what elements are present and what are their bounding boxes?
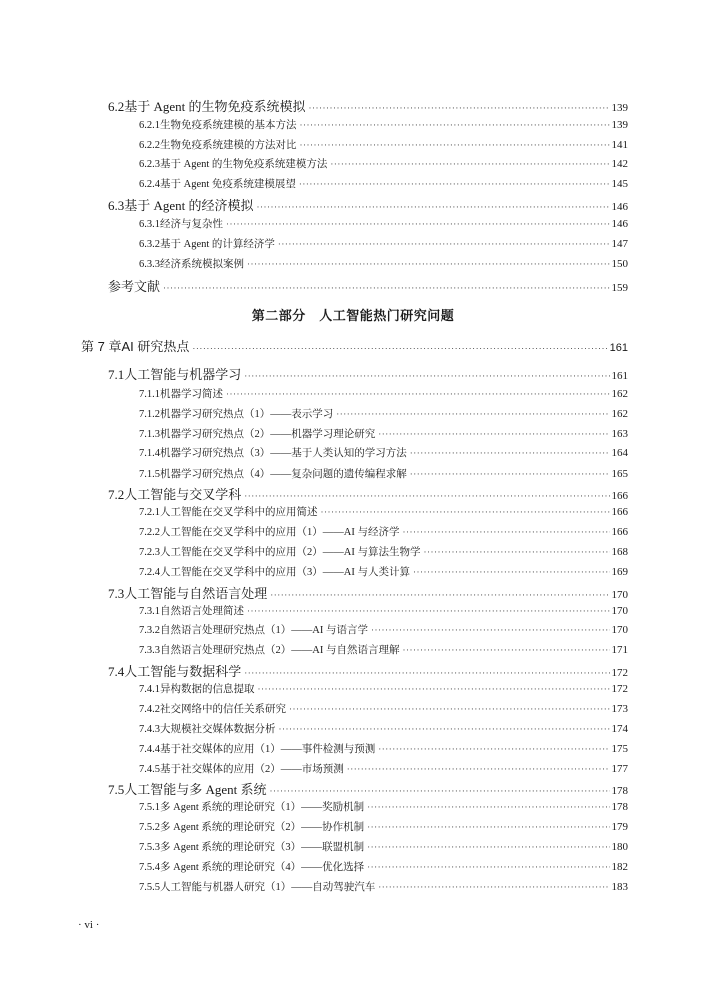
dot-leader (367, 862, 609, 872)
toc-entry-page: 183 (611, 881, 628, 893)
toc-entry-page: 182 (611, 861, 628, 873)
toc-entry-title: 机器学习研究热点（3）——基于人类认知的学习方法 (160, 448, 407, 459)
toc-entry-number: 7.3.1 (139, 606, 160, 617)
toc-entry-page: 147 (611, 238, 628, 250)
toc-entry-sub[interactable] (139, 622, 628, 637)
toc-entry-sub[interactable] (139, 524, 628, 539)
toc-entry-number: 7.2.4 (139, 567, 160, 578)
dot-leader (336, 409, 609, 419)
toc-entry-page: 165 (611, 468, 628, 480)
toc-entry-number: 6.3.1 (139, 219, 160, 230)
toc-entry-sub[interactable] (139, 504, 628, 519)
toc-entry-sub[interactable] (139, 761, 628, 776)
dot-leader (300, 120, 610, 130)
toc-entry-page: 169 (611, 566, 628, 578)
toc-entry-number: 6.3.2 (139, 239, 160, 250)
page-folio: · vi · (78, 919, 100, 931)
dot-leader (378, 744, 609, 754)
toc-entry-title: 多 Agent 系统的理论研究（2）——协作机制 (160, 822, 365, 833)
dot-leader (226, 389, 610, 399)
toc-entry-sub[interactable] (139, 879, 628, 894)
toc-entry-page: 170 (611, 624, 628, 636)
toc-entry-page: 180 (611, 841, 628, 853)
toc-entry-sub[interactable] (139, 176, 628, 191)
dot-leader (279, 724, 610, 734)
toc-entry-page: 139 (611, 102, 628, 114)
toc-entry-page: 174 (611, 723, 628, 735)
toc-entry-sub[interactable] (139, 156, 628, 171)
toc-entry-sub[interactable] (139, 445, 628, 460)
dot-leader (247, 606, 610, 616)
toc-entry-sub[interactable] (139, 236, 628, 251)
toc-entry-sub[interactable] (139, 216, 628, 231)
toc-entry-page: 146 (611, 201, 628, 213)
toc-entry-page: 178 (611, 801, 628, 813)
toc-entry-page: 168 (611, 546, 628, 558)
toc-entry-number: 7.4.5 (139, 764, 160, 775)
dot-leader (192, 343, 607, 353)
toc-entry-number: 7.5.4 (139, 862, 160, 873)
toc-entry-page: 170 (611, 589, 628, 601)
toc-entry-page: 150 (611, 258, 628, 270)
toc-entry-number: 7.5.3 (139, 842, 160, 853)
dot-leader (163, 283, 609, 293)
toc-entry-title: 人工智能与数据科学 (124, 664, 242, 679)
toc-entry-title: 参考文献 (108, 279, 161, 294)
toc-entry-number: 7.2.3 (139, 547, 160, 558)
toc-entry-section[interactable] (108, 364, 628, 383)
dot-leader (300, 140, 610, 150)
toc-entry-number: 7.4 (108, 664, 125, 679)
toc-entry-title: 经济与复杂性 (160, 219, 223, 230)
toc-entry-title: 人工智能在交叉学科中的应用简述 (160, 507, 318, 518)
toc-entry-page: 178 (611, 785, 628, 797)
toc-entry-number: 7.5 (108, 782, 125, 797)
dot-leader (247, 259, 610, 269)
dot-leader (378, 429, 609, 439)
toc-entry-title: 人工智能与机器学习 (124, 367, 242, 382)
toc-entry-page: 163 (611, 428, 628, 440)
toc-entry-number: 7.3 (108, 586, 125, 601)
dot-leader (330, 159, 609, 169)
toc-entry-number: 6.3 (108, 198, 125, 213)
toc-entry-title: 机器学习研究热点（4）——复杂问题的遗传编程求解 (160, 469, 407, 480)
toc-entry-page: 177 (611, 763, 628, 775)
toc-entry-page: 172 (611, 683, 628, 695)
dot-leader (226, 219, 610, 229)
toc-entry-title: 基于 Agent 的生物免疫系统模拟 (124, 99, 306, 114)
toc-entry-title: 基于 Agent 免疫系统建模展望 (160, 179, 296, 190)
toc-entry-page: 159 (611, 282, 628, 294)
toc-entry-sub[interactable] (139, 681, 628, 696)
toc-entry-number: 7.1 (108, 367, 125, 382)
toc-entry-number: 7.1.2 (139, 409, 160, 420)
toc-entry-title: 多 Agent 系统的理论研究（1）——奖励机制 (160, 802, 365, 813)
dot-leader (413, 567, 610, 577)
dot-leader (367, 802, 609, 812)
toc-entry-title: 人工智能与多 Agent 系统 (124, 782, 267, 797)
part-heading: 第二部分 人工智能热门研究问题 (251, 309, 455, 324)
toc-entry-page: 139 (611, 119, 628, 131)
toc-entry-title: 基于 Agent 的计算经济学 (160, 239, 275, 250)
toc-entry-section[interactable] (108, 779, 628, 798)
toc-entry-sub[interactable] (139, 426, 628, 441)
toc-entry-number: 7.1.5 (139, 469, 160, 480)
toc-entry-number: 第 7 章 (81, 339, 122, 354)
toc-entry-page: 171 (611, 644, 628, 656)
toc-entry-title: 自然语言处理简述 (160, 606, 244, 617)
toc-entry-number: 7.4.4 (139, 744, 160, 755)
dot-leader (321, 507, 610, 517)
toc-entry-number: 7.1.1 (139, 389, 160, 400)
dot-leader (258, 684, 610, 694)
toc-entry-page: 142 (611, 158, 628, 170)
toc-entry-number: 7.2.2 (139, 527, 160, 538)
toc-entry-sub[interactable] (139, 741, 628, 756)
toc-entry-title: 人工智能在交叉学科中的应用（3）——AI 与人类计算 (160, 567, 410, 578)
dot-leader (309, 103, 610, 113)
toc-entry-title: 基于社交媒体的应用（2）——市场预测 (160, 764, 344, 775)
toc-entry-title: 人工智能与机器人研究（1）——自动驾驶汽车 (160, 882, 376, 893)
toc-entry-page: 146 (611, 218, 628, 230)
toc-entry-title: 异构数据的信息提取 (160, 684, 255, 695)
toc-entry-chapter[interactable] (81, 336, 628, 355)
toc-entry-number: 7.1.3 (139, 429, 160, 440)
dot-leader (410, 469, 610, 479)
toc-entry-title: 人工智能与交叉学科 (124, 487, 242, 502)
toc-entry-sub[interactable] (139, 117, 628, 132)
toc-entry-section[interactable] (108, 661, 628, 680)
dot-leader (402, 645, 609, 655)
toc-entry-section[interactable] (108, 195, 628, 214)
toc-entry-sub[interactable] (139, 137, 628, 152)
toc-entry-title: 人工智能在交叉学科中的应用（1）——AI 与经济学 (160, 527, 400, 538)
toc-entry-sub[interactable] (139, 642, 628, 657)
toc-entry-page: 166 (611, 526, 628, 538)
toc-entry-page: 162 (611, 408, 628, 420)
toc-entry-title: 机器学习研究热点（1）——表示学习 (160, 409, 334, 420)
dot-leader (378, 882, 609, 892)
toc-entry-sub[interactable] (139, 819, 628, 834)
dot-leader (299, 179, 610, 189)
toc-entry-number: 7.5.5 (139, 882, 160, 893)
toc-entry-sub[interactable] (139, 564, 628, 579)
toc-entry-number: 7.2 (108, 487, 125, 502)
toc-entry-title: 人工智能在交叉学科中的应用（2）——AI 与算法生物学 (160, 547, 421, 558)
toc-entry-title: 基于社交媒体的应用（1）——事件检测与预测 (160, 744, 376, 755)
toc-entry-sub[interactable] (139, 406, 628, 421)
toc-entry-number: 7.4.1 (139, 684, 160, 695)
toc-entry-page: 173 (611, 703, 628, 715)
dot-leader (244, 668, 609, 678)
toc-entry-number: 6.2.2 (139, 140, 160, 151)
toc-entry-title: 机器学习研究热点（2）——机器学习理论研究 (160, 429, 376, 440)
toc-entry-page: 166 (611, 506, 628, 518)
toc-entry-title: 多 Agent 系统的理论研究（4）——优化选择 (160, 862, 365, 873)
toc-entry-section[interactable] (108, 583, 628, 602)
toc-entry-number: 7.5.1 (139, 802, 160, 813)
toc-entry-sub[interactable] (139, 603, 628, 618)
toc-entry-sub[interactable] (139, 799, 628, 814)
dot-leader (347, 764, 610, 774)
toc-entry-section[interactable] (108, 96, 628, 115)
toc-entry-number: 6.2.3 (139, 159, 160, 170)
toc-entry-number: 7.1.4 (139, 448, 160, 459)
dot-leader (367, 822, 609, 832)
dot-leader (244, 491, 609, 501)
toc-entry-sub[interactable] (139, 256, 628, 271)
toc-entry-number: 6.2 (108, 99, 125, 114)
toc-entry-page: 172 (611, 667, 628, 679)
toc-entry-title: 自然语言处理研究热点（2）——AI 与自然语言理解 (160, 645, 400, 656)
dot-leader (244, 371, 609, 381)
dot-leader (270, 786, 610, 796)
toc-entry-sub[interactable] (139, 701, 628, 716)
toc-entry-title: 人工智能与自然语言处理 (124, 586, 268, 601)
toc-entry-title: 大规模社交媒体数据分析 (160, 724, 276, 735)
toc-entry-number: 6.3.3 (139, 259, 160, 270)
toc-entry-sub[interactable] (139, 839, 628, 854)
toc-entry-page: 166 (611, 490, 628, 502)
dot-leader (270, 590, 609, 600)
toc-entry-sub[interactable] (139, 386, 628, 401)
toc-entry-page: 161 (611, 370, 628, 382)
toc-entry-number: 7.4.2 (139, 704, 160, 715)
toc-entry-sub[interactable] (139, 721, 628, 736)
dot-leader (371, 625, 610, 635)
dot-leader (402, 527, 609, 537)
toc-entry-title: 社交网络中的信任关系研究 (160, 704, 286, 715)
toc-entry-sub[interactable] (139, 466, 628, 481)
toc-entry-number: 6.2.4 (139, 179, 160, 190)
toc-entry-section[interactable] (108, 484, 628, 503)
toc-entry-number: 7.3.2 (139, 625, 160, 636)
toc-entry-page: 161 (609, 342, 628, 354)
toc-entry-number: 7.3.3 (139, 645, 160, 656)
toc-entry-title: 生物免疫系统建模的方法对比 (160, 140, 297, 151)
toc-entry-plain[interactable] (108, 276, 628, 295)
toc-entry-page: 175 (611, 743, 628, 755)
dot-leader (289, 704, 610, 714)
dot-leader (278, 239, 610, 249)
toc-entry-page: 141 (611, 139, 628, 151)
toc-entry-page: 164 (611, 447, 628, 459)
dot-leader (410, 448, 610, 458)
toc-entry-sub[interactable] (139, 859, 628, 874)
toc-entry-title: 多 Agent 系统的理论研究（3）——联盟机制 (160, 842, 365, 853)
dot-leader (257, 202, 610, 212)
toc-entry-title: AI 研究热点 (121, 339, 190, 354)
toc-entry-title: 经济系统模拟案例 (160, 259, 244, 270)
dot-leader (423, 547, 609, 557)
toc-entry-title: 基于 Agent 的生物免疫系统建模方法 (160, 159, 328, 170)
toc-entry-number: 6.2.1 (139, 120, 160, 131)
toc-entry-page: 170 (611, 605, 628, 617)
toc-entry-number: 7.2.1 (139, 507, 160, 518)
toc-entry-page: 145 (611, 178, 628, 190)
dot-leader (367, 842, 609, 852)
toc-entry-page: 179 (611, 821, 628, 833)
toc-entry-page: 162 (611, 388, 628, 400)
toc-entry-title: 基于 Agent 的经济模拟 (124, 198, 254, 213)
toc-entry-title: 生物免疫系统建模的基本方法 (160, 120, 297, 131)
toc-entry-title: 自然语言处理研究热点（1）——AI 与语言学 (160, 625, 368, 636)
toc-entry-number: 7.4.3 (139, 724, 160, 735)
toc-entry-title: 机器学习简述 (160, 389, 223, 400)
toc-entry-number: 7.5.2 (139, 822, 160, 833)
toc-entry-sub[interactable] (139, 544, 628, 559)
